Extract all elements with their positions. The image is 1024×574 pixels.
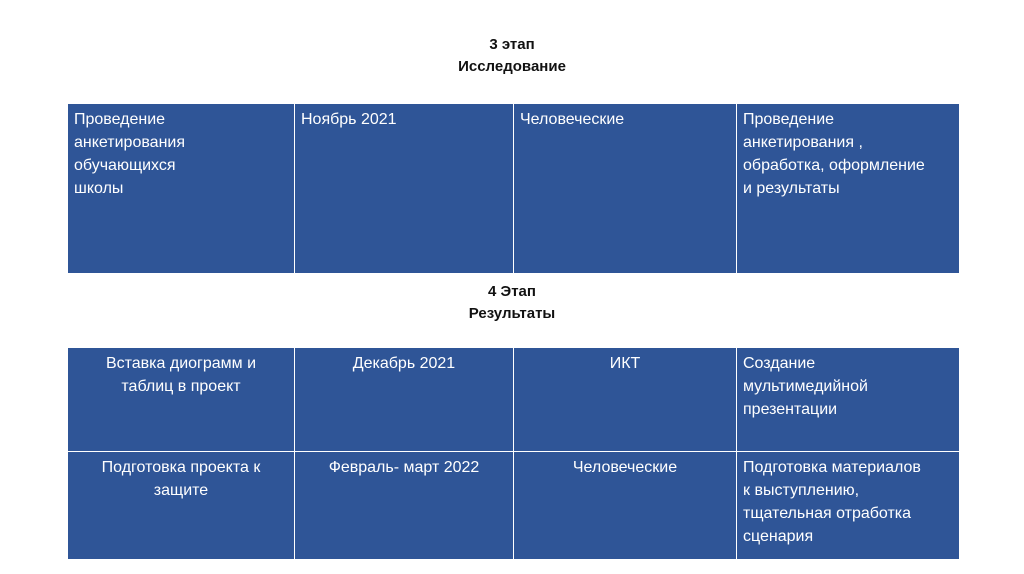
resources-cell xyxy=(514,452,737,560)
activity-text: Вставка диограмм и таблиц в проект xyxy=(105,355,257,395)
table-row xyxy=(68,348,960,452)
stage4-number: 4 Этап xyxy=(488,283,536,300)
result-cell xyxy=(737,348,960,452)
result-text: Подготовка материалов к выступлению, тщательная отработка сценария xyxy=(743,459,921,545)
activity-text: Проведение анкетирования обучающихся школы xyxy=(74,111,185,197)
result-cell xyxy=(737,452,960,560)
stage3-number: 3 этап xyxy=(489,36,535,53)
resources-text: Человеческие xyxy=(520,111,625,128)
result-text: Создание мультимедийной презентации xyxy=(743,355,868,418)
resources-cell xyxy=(514,348,737,452)
stage3-heading xyxy=(0,34,1024,78)
table-row xyxy=(68,104,960,274)
activity-text: Подготовка проекта к защите xyxy=(101,459,261,499)
date-text: Февраль- март 2022 xyxy=(328,459,480,476)
result-text: Проведение анкетирования , обработка, оформление и результаты xyxy=(743,111,925,197)
resources-cell xyxy=(514,104,737,274)
stage3-table xyxy=(67,103,960,274)
date-cell xyxy=(295,452,514,560)
date-cell xyxy=(295,104,514,274)
date-text: Ноябрь 2021 xyxy=(301,111,397,128)
date-cell xyxy=(295,348,514,452)
date-text: Декабрь 2021 xyxy=(352,355,456,372)
stage4-table xyxy=(67,347,960,560)
result-cell xyxy=(737,104,960,274)
activity-cell xyxy=(68,104,295,274)
stage4-title: Результаты xyxy=(468,305,556,322)
stage3-title: Исследование xyxy=(458,58,566,75)
activity-cell xyxy=(68,348,295,452)
activity-cell xyxy=(68,452,295,560)
resources-text: Человеческие xyxy=(572,459,678,476)
table-row xyxy=(68,452,960,560)
resources-text: ИКТ xyxy=(609,355,641,372)
stage4-heading xyxy=(0,281,1024,325)
